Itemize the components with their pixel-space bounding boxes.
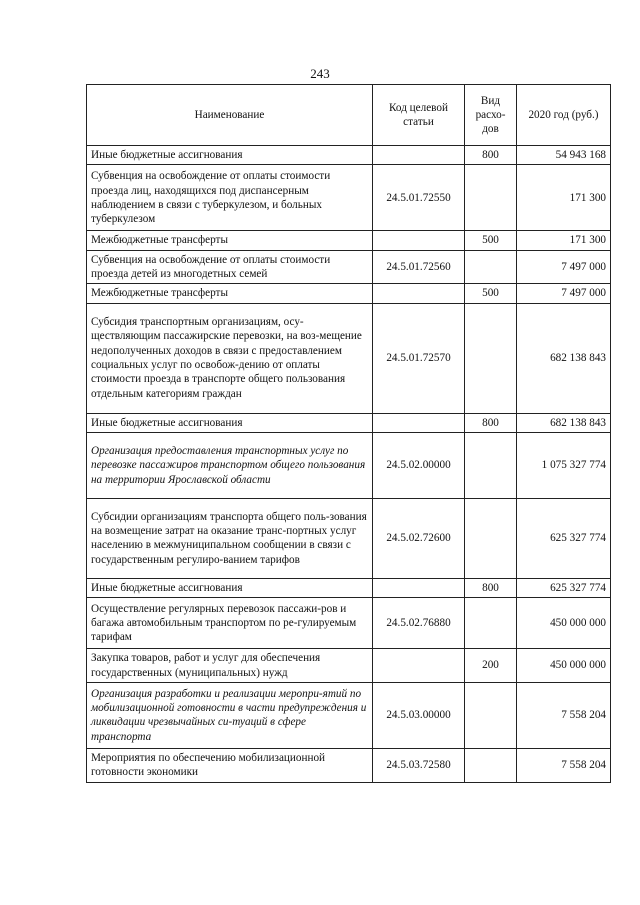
row-amount: 7 497 000 xyxy=(517,250,611,284)
row-code xyxy=(373,649,465,683)
table-row xyxy=(87,578,611,597)
row-name: Межбюджетные трансферты xyxy=(87,284,373,303)
row-name: Субвенция на освобождение от оплаты стоимости проезда лиц, находящихся под диспансерным наблюдением в связи с туберкулезом, и больных туберкулезом xyxy=(87,165,373,231)
row-name: Мероприятия по обеспечению мобилизационной готовности экономики xyxy=(87,748,373,782)
row-code xyxy=(373,578,465,597)
row-amount: 7 497 000 xyxy=(517,284,611,303)
page-number: 243 xyxy=(310,66,330,81)
budget-table xyxy=(86,84,611,783)
row-name: Организация предоставления транспортных услуг по перевозке пассажиров транспортом общего пользования на территории Ярославской области xyxy=(87,432,373,498)
row-code: 24.5.03.00000 xyxy=(373,682,465,748)
row-code xyxy=(373,413,465,432)
row-kind: 500 xyxy=(465,231,517,250)
row-kind xyxy=(465,165,517,231)
table-row xyxy=(87,231,611,250)
row-name: Иные бюджетные ассигнования xyxy=(87,146,373,165)
row-code xyxy=(373,146,465,165)
row-amount: 450 000 000 xyxy=(517,649,611,683)
row-name: Субсидии организациям транспорта общего поль-зования на возмещение затрат на оказание транс-портных услуг населению в межмуниципальном сообщении в связи с государственным регулиро-ванием тарифов xyxy=(87,498,373,578)
table-row xyxy=(87,498,611,578)
row-amount: 625 327 774 xyxy=(517,578,611,597)
row-amount: 625 327 774 xyxy=(517,498,611,578)
row-name: Субсидия транспортным организациям, осу-ществляющим пассажирские перевозки, на воз-мещение недополученных доходов в связи с предоставлением социальных услуг по освобож-дению от оплаты стоимости проезда в транспорте общего пользования отдельным категориям граждан xyxy=(87,303,373,413)
row-name: Осуществление регулярных перевозок пассажи-ров и багажа автомобильным транспортом по ре-гулируемым тарифам xyxy=(87,598,373,649)
header-name: Наименование xyxy=(87,85,373,146)
row-code xyxy=(373,231,465,250)
header-kind: Вид расхо-дов xyxy=(465,85,517,146)
row-name: Иные бюджетные ассигнования xyxy=(87,413,373,432)
table-row xyxy=(87,284,611,303)
row-code: 24.5.01.72570 xyxy=(373,303,465,413)
table-row xyxy=(87,413,611,432)
row-kind xyxy=(465,682,517,748)
table-row xyxy=(87,682,611,748)
row-kind xyxy=(465,498,517,578)
table-row xyxy=(87,250,611,284)
table-row xyxy=(87,748,611,782)
row-code: 24.5.02.72600 xyxy=(373,498,465,578)
table-row xyxy=(87,649,611,683)
row-code: 24.5.01.72550 xyxy=(373,165,465,231)
row-kind: 800 xyxy=(465,578,517,597)
row-code: 24.5.03.72580 xyxy=(373,748,465,782)
row-amount: 7 558 204 xyxy=(517,748,611,782)
row-amount: 682 138 843 xyxy=(517,413,611,432)
row-kind xyxy=(465,598,517,649)
row-code: 24.5.02.76880 xyxy=(373,598,465,649)
table-row xyxy=(87,303,611,413)
row-code: 24.5.02.00000 xyxy=(373,432,465,498)
row-kind: 200 xyxy=(465,649,517,683)
row-amount: 171 300 xyxy=(517,165,611,231)
row-code: 24.5.01.72560 xyxy=(373,250,465,284)
header-code: Код целевой статьи xyxy=(373,85,465,146)
table-row xyxy=(87,165,611,231)
row-amount: 450 000 000 xyxy=(517,598,611,649)
row-amount: 1 075 327 774 xyxy=(517,432,611,498)
table-row xyxy=(87,432,611,498)
row-kind: 500 xyxy=(465,284,517,303)
table-header-row xyxy=(87,85,611,146)
row-code xyxy=(373,284,465,303)
row-kind: 800 xyxy=(465,146,517,165)
row-amount: 54 943 168 xyxy=(517,146,611,165)
row-name: Закупка товаров, работ и услуг для обеспечения государственных (муниципальных) нужд xyxy=(87,649,373,683)
header-amount: 2020 год (руб.) xyxy=(517,85,611,146)
row-name: Организация разработки и реализации меропри-ятий по мобилизационной готовности в части предупреждения и ликвидации чрезвычайных си-туаций в сфере транспорта xyxy=(87,682,373,748)
table-row xyxy=(87,598,611,649)
row-kind xyxy=(465,303,517,413)
row-kind xyxy=(465,432,517,498)
row-amount: 7 558 204 xyxy=(517,682,611,748)
row-kind xyxy=(465,250,517,284)
row-kind: 800 xyxy=(465,413,517,432)
row-name: Субвенция на освобождение от оплаты стоимости проезда детей из многодетных семей xyxy=(87,250,373,284)
row-amount: 682 138 843 xyxy=(517,303,611,413)
row-name: Иные бюджетные ассигнования xyxy=(87,578,373,597)
row-amount: 171 300 xyxy=(517,231,611,250)
row-kind xyxy=(465,748,517,782)
table-row xyxy=(87,146,611,165)
row-name: Межбюджетные трансферты xyxy=(87,231,373,250)
